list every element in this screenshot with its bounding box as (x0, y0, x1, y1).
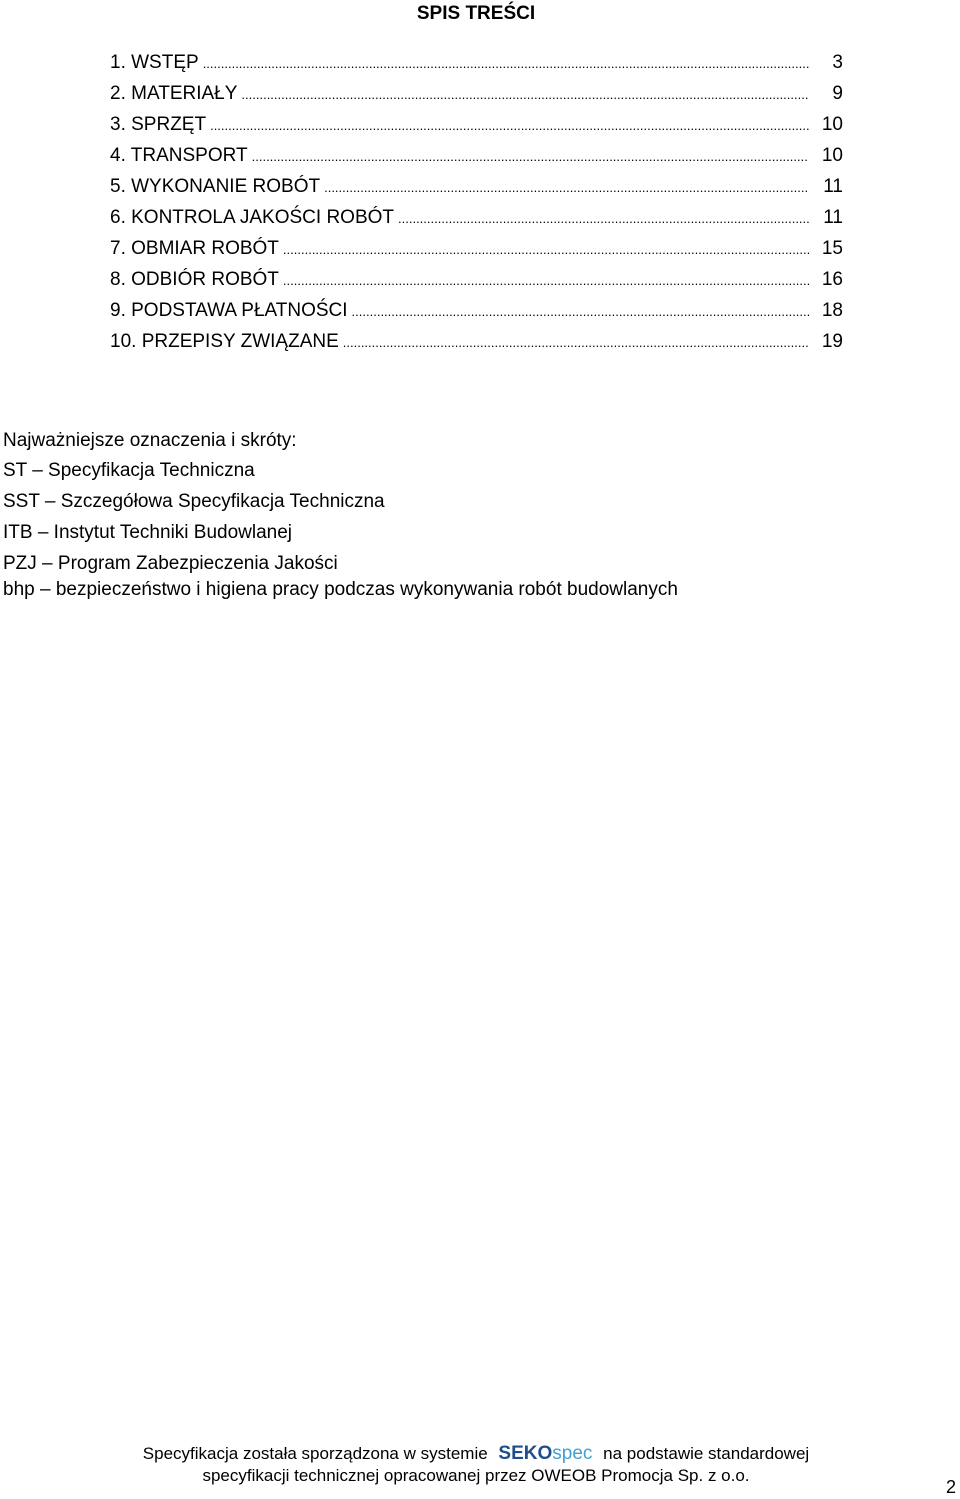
toc-entry[interactable] (110, 238, 843, 269)
toc-entry-label: 3. SPRZĘT (110, 114, 207, 135)
footer-text-before-logo: Specyfikacja została sporządzona w systemie (142, 1444, 488, 1463)
footer-text-after-logo: na podstawie standardowej (603, 1444, 810, 1463)
toc-leader-dots (283, 239, 809, 261)
toc-leader-dots (241, 84, 809, 106)
logo-part-spec: spec (552, 1443, 593, 1464)
toc-entry[interactable] (110, 207, 843, 238)
logo-part-seko: SEKO (498, 1443, 553, 1464)
footer-line-1 (0, 1444, 952, 1466)
toc-entry[interactable] (110, 83, 843, 114)
toc-entry-page: 16 (821, 269, 843, 290)
toc-entry-page: 15 (821, 238, 843, 259)
abbreviations-heading: Najważniejsze oznaczenia i skróty: (3, 430, 297, 451)
toc-entry[interactable] (110, 145, 843, 176)
toc-leader-dots (352, 301, 809, 323)
toc-entry-label: 7. OBMIAR ROBÓT (110, 238, 279, 259)
toc-leader-dots (398, 208, 809, 230)
toc-entry-page: 18 (821, 300, 843, 321)
toc-entry-page: 11 (823, 176, 843, 197)
toc-entry-label: 9. PODSTAWA PŁATNOŚCI (110, 300, 348, 321)
page-footer (0, 1444, 952, 1486)
toc-entry-label: 4. TRANSPORT (110, 145, 248, 166)
toc-entry[interactable] (110, 52, 843, 83)
toc-entry-label: 10. PRZEPISY ZWIĄZANE (110, 331, 339, 352)
toc-leader-dots (210, 115, 809, 137)
abbreviations-section (3, 430, 943, 610)
toc-leader-dots (203, 53, 809, 75)
toc-entry-page: 11 (823, 207, 843, 228)
toc-leader-dots (343, 332, 809, 354)
sekospec-logo (498, 1444, 592, 1464)
abbreviation-item: ST – Specyfikacja Techniczna (3, 460, 255, 481)
toc-entry-label: 2. MATERIAŁY (110, 83, 238, 104)
toc-entry-label: 6. KONTROLA JAKOŚCI ROBÓT (110, 207, 395, 228)
toc-entry-label: 1. WSTĘP (110, 52, 199, 73)
page-number: 2 (945, 1477, 956, 1497)
footer-line-2: specyfikacji technicznej opracowanej przez OWEOB Promocja Sp. z o.o. (202, 1466, 750, 1485)
toc-entry[interactable] (110, 269, 843, 300)
toc-entry-page: 9 (832, 83, 843, 104)
toc-entry-label: 5. WYKONANIE ROBÓT (110, 176, 321, 197)
abbreviation-item: SST – Szczegółowa Specyfikacja Techniczna (3, 491, 385, 512)
abbreviation-item: ITB – Instytut Techniki Budowlanej (3, 522, 293, 543)
toc-entry-page: 3 (832, 52, 843, 73)
toc-entry-label: 8. ODBIÓR ROBÓT (110, 269, 279, 290)
toc-entry[interactable] (110, 114, 843, 145)
toc-entry-page: 10 (821, 114, 843, 135)
toc-entry[interactable] (110, 300, 843, 331)
toc-leader-dots (252, 146, 809, 168)
toc-leader-dots (283, 270, 809, 292)
toc-entry-page: 10 (821, 145, 843, 166)
table-of-contents (110, 52, 843, 362)
toc-entry-page: 19 (821, 331, 843, 352)
toc-leader-dots (324, 177, 809, 199)
page-title: SPIS TREŚCI (416, 3, 536, 24)
abbreviation-item: bhp – bezpieczeństwo i higiena pracy podczas wykonywania robót budowlanych (3, 579, 678, 600)
toc-entry[interactable] (110, 331, 843, 362)
abbreviation-item: PZJ – Program Zabezpieczenia Jakości (3, 553, 338, 574)
toc-entry[interactable] (110, 176, 843, 207)
